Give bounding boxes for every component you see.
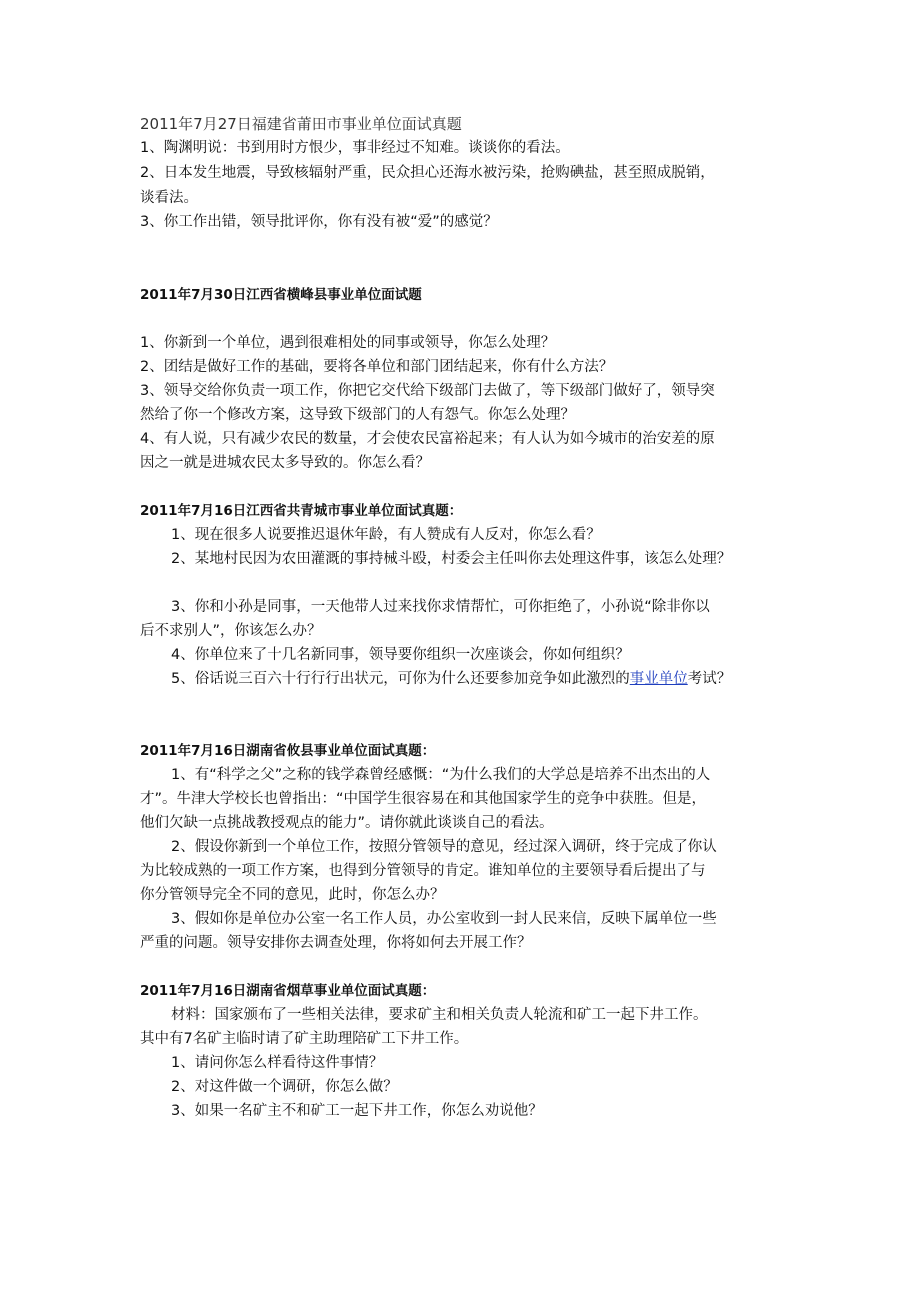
question-text: 才”。牛津大学校长也曾指出：“中国学生很容易在和其他国家学生的竞争中获胜。但是， xyxy=(140,791,707,807)
question-text: 3、你和小孙是同事，一天他带人过来找你求情帮忙，可你拒绝了，小孙说“除非你以 xyxy=(171,599,710,615)
question-text: 为比较成熟的一项工作方案，也得到分管领导的肯定。谁知单位的主要领导看后提出了与 xyxy=(140,863,706,879)
question-text: 因之一就是进城农民太多导致的。你怎么看？ xyxy=(140,455,430,471)
question-text-prefix: 5、俗话说三百六十行行行出状元，可你为什么还要参加竞争如此激烈的 xyxy=(171,671,630,687)
question-text: 1、有“科学之父”之称的钱学森曾经感慨：“为什么我们的大学总是培养不出杰出的人 xyxy=(171,767,711,783)
section-title-yancao: 2011年7月16日湖南省烟草事业单位面试真题： xyxy=(140,983,436,999)
question-text-suffix: 考试？ xyxy=(687,671,732,687)
material-text: 其中有7名矿主临时请了矿主助理陪矿工下井工作。 xyxy=(140,1031,469,1047)
question-text: 严重的问题。领导安排你去调查处理，你将如何去开展工作？ xyxy=(140,935,532,951)
question-text: 3、领导交给你负责一项工作，你把它交代给下级部门去做了，等下级部门做好了，领导突 xyxy=(140,383,715,399)
question-text: 2、日本发生地震，导致核辐射严重，民众担心还海水被污染，抢购碘盐，甚至照成脱销， xyxy=(140,165,715,181)
section-title-gongqingcheng: 2011年7月16日江西省共青城市事业单位面试真题： xyxy=(140,503,463,519)
question-text: 1、陶渊明说：书到用时方恨少，事非经过不知难。谈谈你的看法。 xyxy=(140,140,570,156)
question-text: 3、如果一名矿主不和矿工一起下井工作，你怎么劝说他？ xyxy=(171,1103,543,1119)
question-text: 谈看法。 xyxy=(140,190,198,206)
question-text: 2、对这件做一个调研，你怎么做？ xyxy=(171,1079,398,1095)
shiye-danwei-link[interactable]: 事业单位 xyxy=(629,671,688,687)
question-text: 你分管领导完全不同的意见，此时，你怎么办？ xyxy=(140,887,445,903)
question-text: 他们欠缺一点挑战教授观点的能力”。请你就此谈谈自己的看法。 xyxy=(140,815,554,831)
section-title-putian: 2011年7月27日福建省莆田市事业单位面试真题 xyxy=(140,115,462,133)
question-text: 2、假设你新到一个单位工作，按照分管领导的意见，经过深入调研，终于完成了你认 xyxy=(171,839,717,855)
question-text: 2、团结是做好工作的基础，要将各单位和部门团结起来，你有什么方法？ xyxy=(140,359,614,375)
question-text: 3、假如你是单位办公室一名工作人员，办公室收到一封人民来信，反映下属单位一些 xyxy=(171,911,717,927)
section-title-youxian: 2011年7月16日湖南省攸县事业单位面试真题： xyxy=(140,743,436,759)
question-text: 4、你单位来了十几名新同事，领导要你组织一次座谈会，你如何组织？ xyxy=(171,647,630,663)
section-title-hengfeng: 2011年7月30日江西省横峰县事业单位面试题 xyxy=(140,287,422,303)
question-text: 1、你新到一个单位，遇到很难相处的同事或领导，你怎么处理？ xyxy=(140,335,556,351)
question-text: 然给了你一个修改方案，这导致下级部门的人有怨气。你怎么处理？ xyxy=(140,407,575,423)
question-text: 1、请问你怎么样看待这件事情？ xyxy=(171,1055,384,1071)
material-text: 材料：国家颁布了一些相关法律，要求矿主和相关负责人轮流和矿工一起下井工作。 xyxy=(171,1007,708,1023)
question-text: 3、你工作出错，领导批评你，你有没有被“爱”的感觉？ xyxy=(140,214,498,230)
question-text: 4、有人说，只有减少农民的数量，才会使农民富裕起来；有人认为如今城市的治安差的原 xyxy=(140,431,715,447)
question-text: 2、某地村民因为农田灌溉的事持械斗殴，村委会主任叫你去处理这件事，该怎么处理？ xyxy=(171,551,732,567)
question-text: 后不求别人”，你该怎么办？ xyxy=(140,623,322,639)
question-text: 1、现在很多人说要推迟退休年龄，有人赞成有人反对，你怎么看？ xyxy=(171,527,601,543)
question-text-with-link xyxy=(171,667,920,691)
